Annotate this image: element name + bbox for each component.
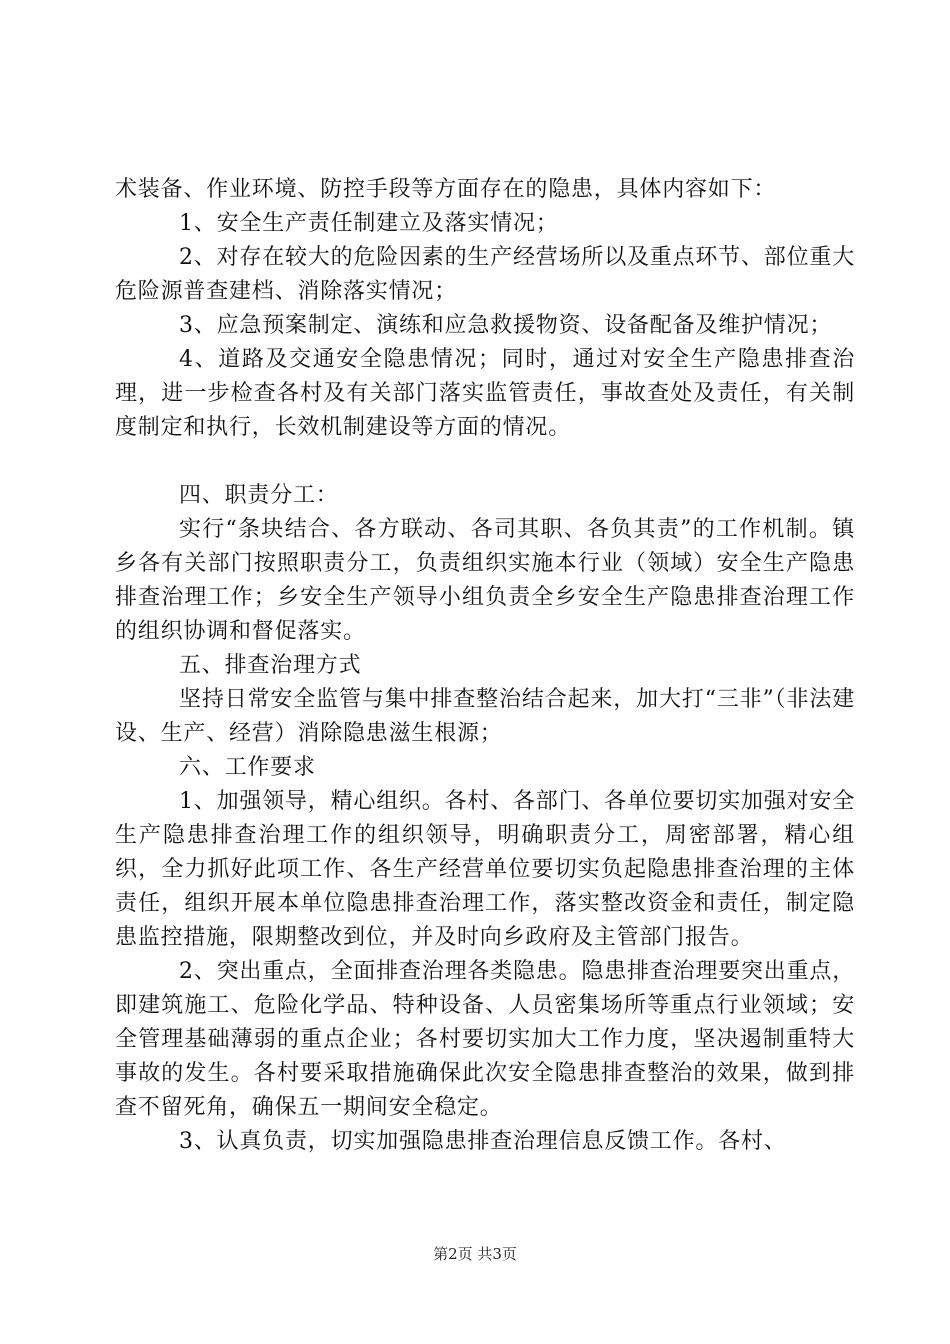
paragraph: 2、突出重点，全面排查治理各类隐患。隐患排查治理要突出重点，即建筑施工、危险化学品、特种设备、人员密集场所等重点行业领域；安全管理基础薄弱的重点企业；各村要切实加大工作力度，坚决遏制重特大事故的发生。各村要采取措施确保此次安全隐患排查整治的效果，做到排查不留死角，确保五一期间安全稳定。	[115, 959, 855, 1120]
document-body	[115, 173, 855, 1159]
paragraph: 1、安全生产责任制建立及落实情况；	[179, 211, 559, 236]
paragraph: 实行“条块结合、各方联动、各司其职、各负其责”的工作机制。镇乡各有关部门按照职责分工，负责组织实施本行业（领域）安全生产隐患排查治理工作；乡安全生产领导小组负责全乡安全生产隐患排查治理工作的组织协调和督促落实。	[115, 517, 855, 644]
paragraph: 2、对存在较大的危险因素的生产经营场所以及重点环节、部位重大危险源普查建档、消除落实情况；	[115, 245, 855, 304]
section-heading: 六、工作要求	[179, 755, 316, 780]
page-footer: 第2页 共3页	[433, 1245, 517, 1263]
paragraph: 1、加强领导，精心组织。各村、各部门、各单位要切实加强对安全生产隐患排查治理工作的组织领导，明确职责分工，周密部署，精心组织，全力抓好此项工作、各生产经营单位要切实负起隐患排查治理的主体责任，组织开展本单位隐患排查治理工作，落实整改资金和责任，制定隐患监控措施，限期整改到位，并及时向乡政府及主管部门报告。	[115, 789, 855, 950]
paragraph: 3、认真负责，切实加强隐患排查治理信息反馈工作。各村、	[179, 1129, 787, 1154]
paragraph: 3、应急预案制定、演练和应急救援物资、设备配备及维护情况；	[179, 313, 833, 338]
paragraph: 术装备、作业环境、防控手段等方面存在的隐患，具体内容如下：	[115, 177, 777, 202]
paragraph: 4、道路及交通安全隐患情况；同时，通过对安全生产隐患排查治理，进一步检查各村及有关部门落实监管责任，事故查处及责任，有关制度制定和执行，长效机制建设等方面的情况。	[115, 347, 855, 440]
section-heading: 五、排查治理方式	[179, 653, 362, 678]
paragraph-gap	[115, 445, 855, 479]
paragraph: 坚持日常安全监管与集中排查整治结合起来，加大打“三非”（非法建设、生产、经营）消除隐患滋生根源；	[115, 687, 855, 746]
section-heading: 四、职责分工：	[179, 483, 339, 508]
